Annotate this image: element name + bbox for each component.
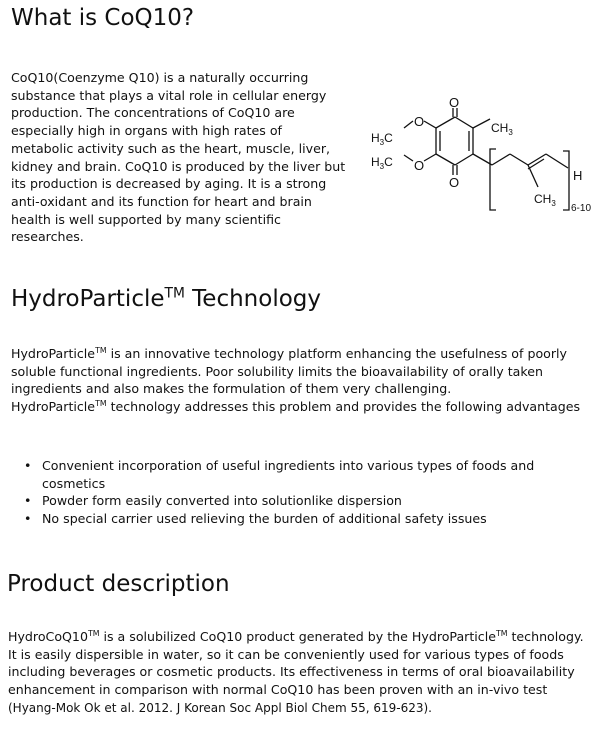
section-title-what-is-coq10: What is CoQ10?: [11, 5, 195, 31]
list-item: • Powder form easily converted into solutionlike dispersion: [24, 492, 584, 510]
coq10-description: CoQ10(Coenzyme Q10) is a naturally occurring substance that plays a vital role in cellular energy production. The concentrations of CoQ10 are especially high in organs with high rates of metabolic activity such as the heart, muscle, liver, kidney and brain. CoQ10 is produced by the liver but its production is decreased by aging. It is a strong anti-oxidant and its function for heart and brain health is well supported by many scientific researches.: [11, 70, 346, 245]
methyl-label-ch3-top: $CH_3$: [491, 121, 513, 137]
list-item: • No special carrier used relieving the burden of additional safety issues: [24, 510, 584, 528]
product-description-text: HydroCoQ10™ is a solubilized CoQ10 product generated by the HydroParticle™ technology. It is easily dispersible in water, so it can be conveniently used for various types of foods including beverages or cosmetic products. Its effectiveness in terms of oral bioavailability enhancement in comparison with normal CoQ10 has been proven with an in-vivo test (Hyang-Mok Ok et al. 2012. J Korean Soc Appl Biol Chem 55, 619-623).: [8, 628, 584, 715]
section-title-product-description: Product description: [7, 571, 230, 597]
methyl-label-h3c-2: $H_3C$: [371, 155, 393, 171]
oxygen-methoxy-2: O: [414, 158, 425, 173]
repeat-count-label: 6-10: [571, 203, 592, 214]
terminal-hydrogen-label: H: [573, 168, 583, 183]
coq10-structure-diagram: [360, 88, 602, 228]
methyl-label-ch3-bottom: $CH_3$: [534, 192, 556, 208]
oxygen-methoxy-1: O: [414, 114, 425, 129]
list-item: • Convenient incorporation of useful ingredients into various types of foods and cosmetics: [24, 457, 584, 492]
section-title-hydroparticle: HydroParticle™ Technology: [11, 285, 322, 312]
oxygen-bottom-label: O: [449, 175, 460, 190]
hydroparticle-description: HydroParticle™ is an innovative technology platform enhancing the usefulness of poorly soluble functional ingredients. Poor solubility limits the bioavailability of orally taken ingredients and also makes the formulation of them very challenging. HydroParticle™ technology addresses this problem and provides the following advantages: [11, 345, 581, 415]
advantages-list: [24, 457, 584, 528]
citation: (Hyang-Mok Ok et al. 2012. J Korean Soc Appl Biol Chem 55, 619-623).: [8, 700, 432, 715]
methyl-label-h3c-1: $H_3C$: [371, 131, 393, 147]
oxygen-top-label: O: [449, 95, 460, 110]
